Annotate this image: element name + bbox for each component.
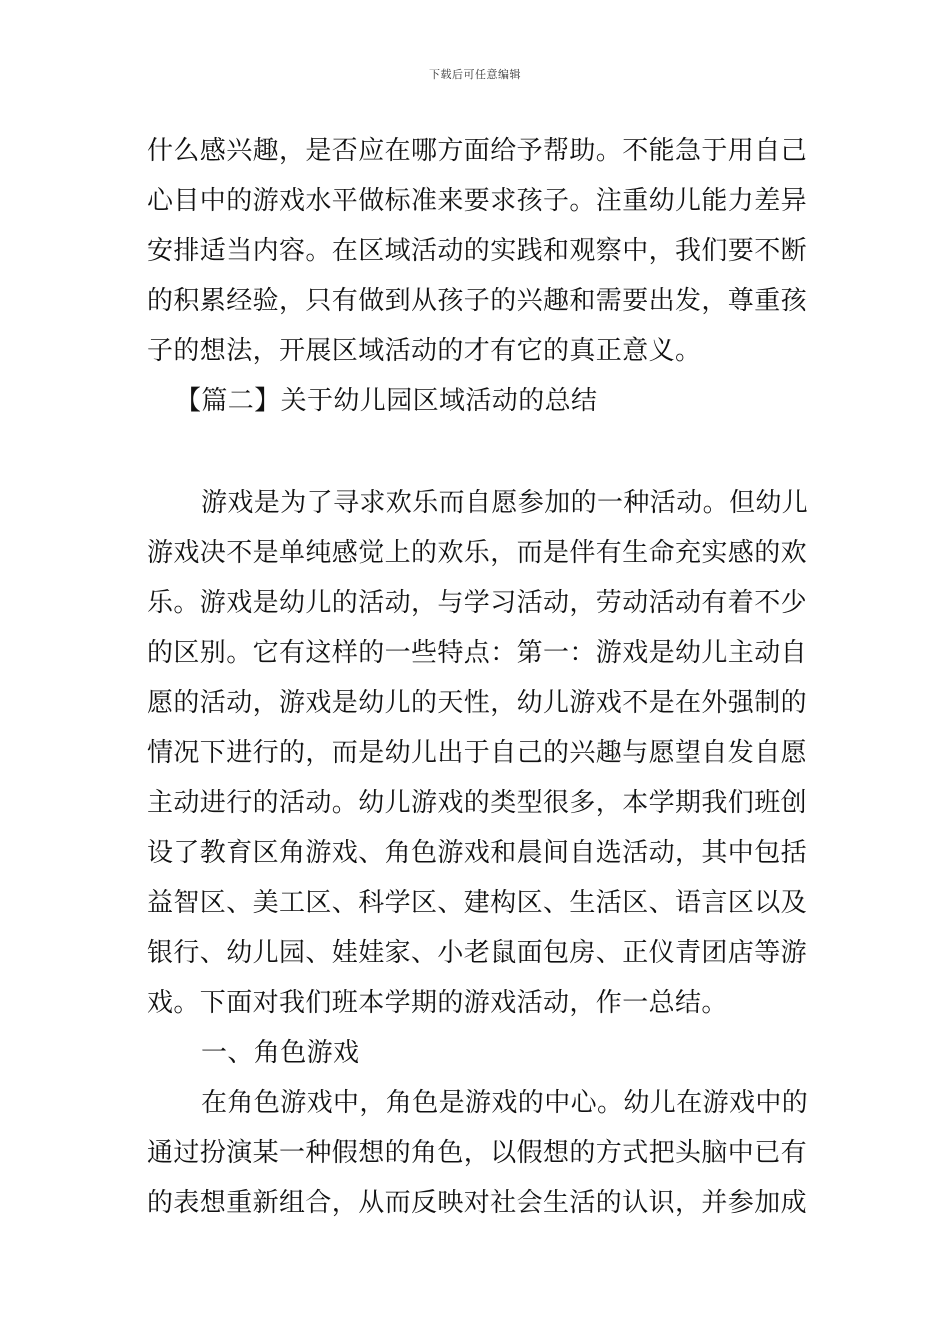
paragraph-line: 设了教育区角游戏、角色游戏和晨间自选活动，其中包括 — [147, 838, 808, 868]
paragraph-line: 乐。游戏是幼儿的活动，与学习活动，劳动活动有着不少 — [147, 588, 808, 618]
paragraph-line: 安排适当内容。在区域活动的实践和观察中，我们要不断 — [147, 236, 808, 266]
paragraph-line: 益智区、美工区、科学区、建构区、生活区、语言区以及 — [147, 888, 808, 918]
paragraph-line: 愿的活动，游戏是幼儿的天性，幼儿游戏不是在外强制的 — [147, 688, 808, 718]
paragraph-line: 的积累经验，只有做到从孩子的兴趣和需要出发，尊重孩 — [147, 286, 808, 316]
paragraph-line: 情况下进行的，而是幼儿出于自己的兴趣与愿望自发自愿 — [147, 738, 808, 768]
paragraph-line: 银行、幼儿园、娃娃家、小老鼠面包房、正仪青团店等游 — [147, 938, 808, 968]
paragraph-line: 戏。下面对我们班本学期的游戏活动，作一总结。 — [147, 988, 728, 1018]
paragraph-line: 的表想重新组合，从而反映对社会生活的认识，并参加成 — [147, 1188, 808, 1218]
paragraph-line: 通过扮演某一种假想的角色，以假想的方式把头脑中已有 — [147, 1138, 808, 1168]
document-body — [147, 126, 807, 1228]
paragraph-line: 游戏决不是单纯感觉上的欢乐，而是伴有生命充实感的欢 — [147, 538, 808, 568]
paragraph-line: 主动进行的活动。幼儿游戏的类型很多，本学期我们班创 — [147, 788, 808, 818]
paragraph-line: 在角色游戏中，角色是游戏的中心。幼儿在游戏中的 — [201, 1088, 809, 1118]
paragraph-line: 子的想法，开展区域活动的才有它的真正意义。 — [147, 336, 702, 366]
section-title: 【篇二】关于幼儿园区域活动的总结 — [175, 386, 598, 416]
paragraph-line: 游戏是为了寻求欢乐而自愿参加的一种活动。但幼儿 — [201, 488, 809, 518]
page-header: 下载后可任意编辑 — [429, 68, 521, 81]
paragraph-line: 什么感兴趣，是否应在哪方面给予帮助。不能急于用自己 — [147, 136, 808, 166]
subheading: 一、角色游戏 — [201, 1038, 360, 1068]
paragraph-line: 的区别。它有这样的一些特点：第一：游戏是幼儿主动自 — [147, 638, 808, 668]
blank-gap — [147, 426, 807, 478]
paragraph-line: 心目中的游戏水平做标准来要求孩子。注重幼儿能力差异 — [147, 186, 808, 216]
